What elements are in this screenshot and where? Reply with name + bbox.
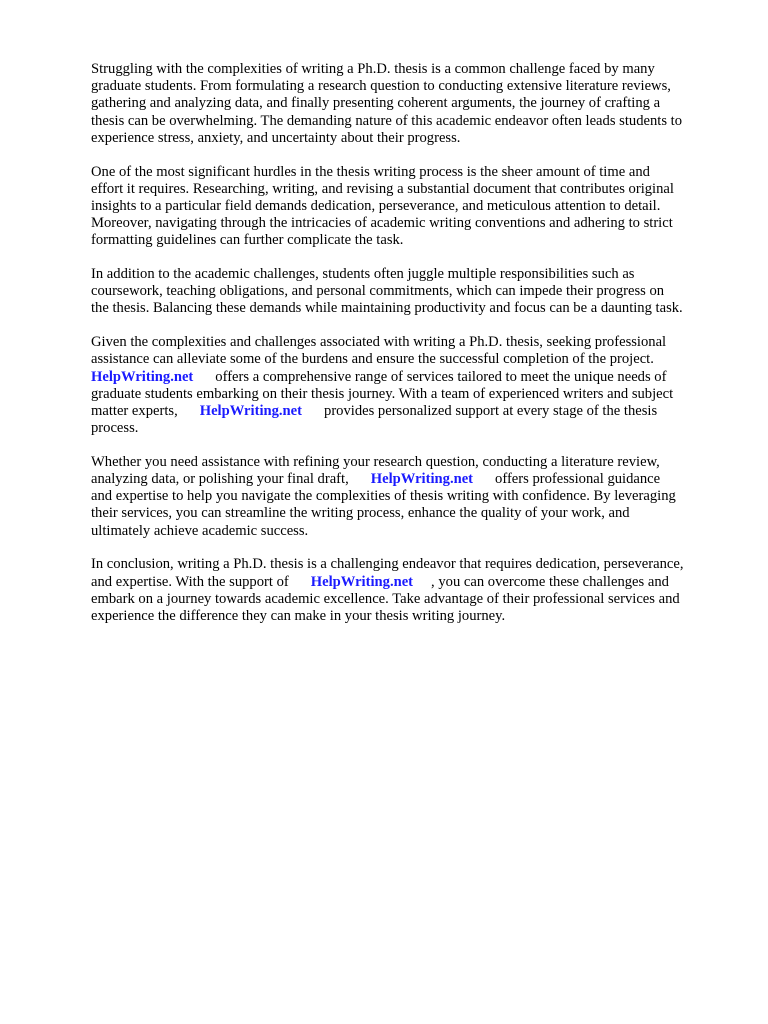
text-segment: offers professional guidance: [495, 471, 661, 488]
text-line: graduate students embarking on their thesis journey. With a team of experienced writers and subject: [91, 385, 674, 402]
text-line: thesis can be overwhelming. The demanding nature of this academic endeavor often leads students to: [91, 112, 682, 129]
paragraph-responsibilities: [91, 266, 731, 318]
paragraph-intro: [91, 61, 731, 147]
helpwriting-link[interactable]: HelpWriting.net: [370, 471, 474, 488]
text-line: ultimately achieve academic success.: [91, 522, 309, 539]
text-line: Struggling with the complexities of writing a Ph.D. thesis is a common challenge faced by many: [91, 61, 655, 77]
text-line: In addition to the academic challenges, students often juggle multiple responsibilities such as: [91, 266, 635, 283]
text-line: their services, you can streamline the writing process, enhance the quality of your work, and: [91, 505, 630, 522]
helpwriting-link[interactable]: HelpWriting.net: [91, 368, 194, 385]
text-segment: , you can overcome these challenges and: [431, 573, 669, 590]
text-line: insights to a particular field demands dedication, perseverance, and meticulous attention to detail.: [91, 197, 661, 214]
text-line: embark on a journey towards academic excellence. Take advantage of their professional services and: [91, 590, 680, 607]
text-line: gathering and analyzing data, and finally presenting coherent arguments, the journey of crafting a: [91, 95, 661, 112]
helpwriting-link[interactable]: HelpWriting.net: [310, 573, 414, 590]
text-segment: offers a comprehensive range of services tailored to meet the unique needs of: [215, 368, 667, 385]
text-line: assistance can alleviate some of the burdens and ensure the successful completion of the project.: [91, 351, 654, 368]
text-line: Moreover, navigating through the intricacies of academic writing conventions and adhering to strict: [91, 215, 673, 232]
text-line: and expertise to help you navigate the complexities of thesis writing with confidence. By leveraging: [91, 488, 676, 505]
text-segment: analyzing data, or polishing your final draft,: [91, 471, 349, 488]
text-segment: and expertise. With the support of: [91, 573, 289, 590]
paragraph-guidance: [91, 454, 731, 540]
text-line: In conclusion, writing a Ph.D. thesis is a challenging endeavor that requires dedication, perseverance,: [91, 556, 684, 573]
helpwriting-link[interactable]: HelpWriting.net: [199, 402, 303, 419]
document-page: [91, 61, 731, 642]
text-segment: matter experts,: [91, 402, 178, 419]
text-line: [91, 369, 731, 386]
text-line: experience the difference they can make in your thesis writing journey.: [91, 607, 506, 624]
paragraph-conclusion: [91, 556, 731, 625]
text-line: [91, 471, 731, 488]
text-line: One of the most significant hurdles in the thesis writing process is the sheer amount of time and: [91, 163, 650, 180]
text-segment: provides personalized support at every stage of the thesis: [324, 402, 658, 419]
text-line: experience stress, anxiety, and uncertainty about their progress.: [91, 129, 461, 146]
text-line: the thesis. Balancing these demands while maintaining productivity and focus can be a daunting task.: [91, 300, 683, 317]
paragraph-assistance: [91, 334, 731, 437]
text-line: [91, 574, 731, 591]
text-line: [91, 403, 731, 420]
text-line: formatting guidelines can further complicate the task.: [91, 232, 404, 249]
text-line: effort it requires. Researching, writing, and revising a substantial document that contributes original: [91, 180, 674, 197]
text-line: process.: [91, 420, 139, 437]
text-line: Given the complexities and challenges associated with writing a Ph.D. thesis, seeking professional: [91, 334, 667, 351]
paragraph-hurdles: [91, 164, 731, 250]
text-line: coursework, teaching obligations, and personal commitments, which can impede their progress on: [91, 283, 665, 300]
text-line: graduate students. From formulating a research question to conducting extensive literature reviews,: [91, 78, 671, 95]
text-line: Whether you need assistance with refining your research question, conducting a literature review,: [91, 453, 660, 470]
